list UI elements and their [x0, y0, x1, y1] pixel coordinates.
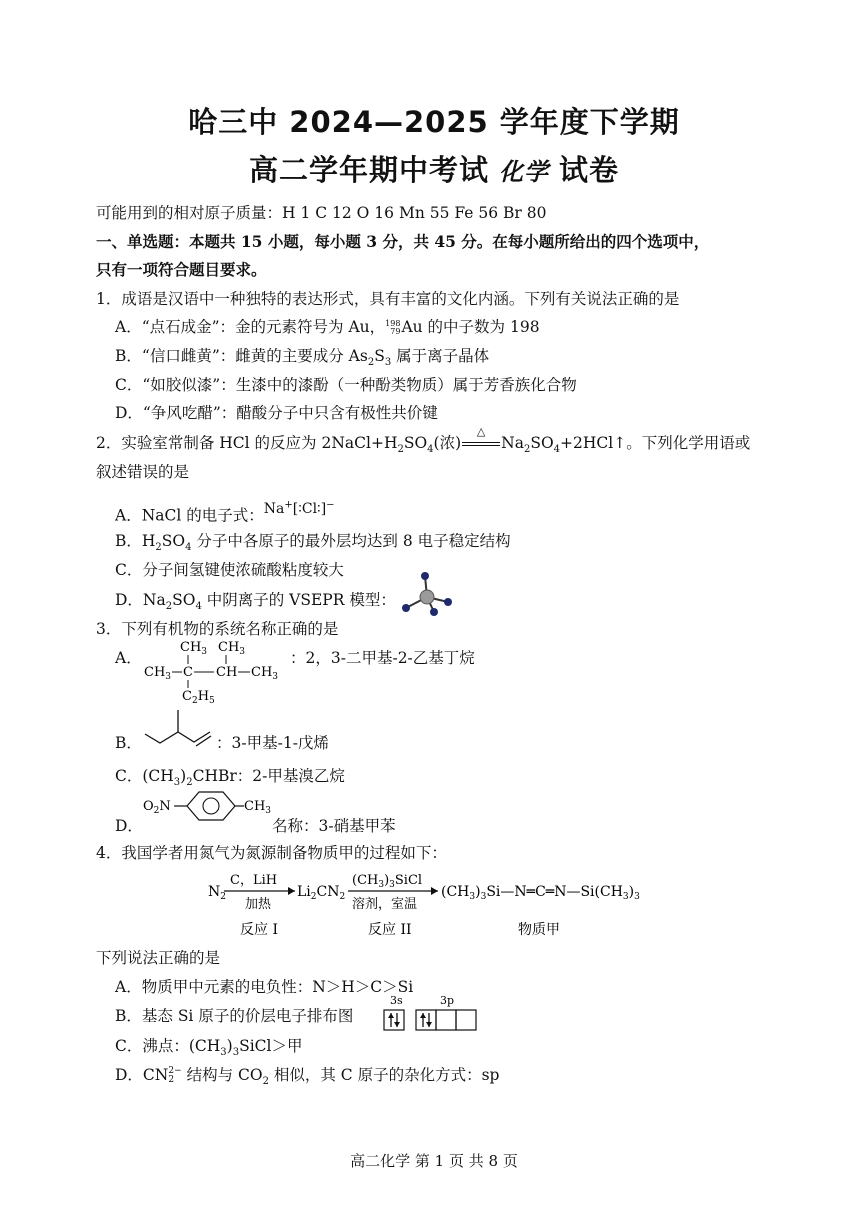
q3-option-d-name: 名称：3-硝基甲苯 [272, 817, 396, 835]
q1-stem: 1．成语是汉语中一种独特的表达形式，具有丰富的文化内涵。下列有关说法正确的是 [96, 290, 680, 308]
q3-a-sub-d: 3 [272, 672, 279, 682]
q4-option-c [115, 1036, 303, 1063]
q4-option-a: A．物质甲中元素的电负性：N＞H＞C＞Si [115, 978, 414, 996]
q4-c-text: C．沸点：(CH [115, 1037, 221, 1055]
title-part-b: 试卷 [559, 153, 620, 187]
q2-a-text: A．NaCl 的电子式： [115, 506, 264, 525]
q4-cn: CN [316, 884, 340, 900]
q2-option-b [115, 531, 511, 558]
q3-c-text-end: CHBr：2-甲基溴乙烷 [192, 767, 345, 785]
q4-arrow2-paren: ) [384, 873, 390, 888]
section1-instruction-line1: 一、单选题：本题共 15 小题，每小题 3 分，共 45 分。在每小题所给出的四个选项中， [96, 232, 710, 251]
q2-d-text: D．Na [115, 591, 166, 609]
title-part-a: 高二学年期中考试 [248, 153, 489, 187]
q3-a-ch: CH [216, 665, 238, 680]
svg-text:CH3 [218, 640, 245, 657]
q1-a-atomic-number: 79 [390, 327, 401, 336]
q2-heating-arrow [461, 425, 501, 453]
svg-text:(CH3)3Si—N═C═N—Si(CH3)3 [441, 884, 640, 902]
exam-title-line1: 哈三中 2024—2025 学年度下学期 [188, 105, 680, 139]
q4-cn-sub: 2 [339, 892, 346, 902]
q2-stem-b: SO [403, 434, 428, 452]
svg-text:CH3 [180, 640, 207, 657]
q4-arrow1-conditions: 加热 [245, 897, 272, 912]
q3-a-quaternary-carbon: C [183, 665, 193, 680]
q3-a-ethyl-h: H [197, 689, 210, 704]
q4-label-product: 物质甲 [518, 922, 560, 938]
q2-stem-c: (浓) [433, 434, 462, 452]
q1-b-mid: S [374, 347, 385, 365]
q3-d-nitrotoluene-structure [143, 790, 273, 834]
q4-n2: N [208, 884, 221, 900]
q4-product-paren: ) [475, 884, 481, 900]
q4-option-d [115, 1065, 499, 1092]
q4-n2-sub: 2 [220, 892, 226, 902]
q1-a-text: A．“点石成金”：金的元素符号为 Au， [115, 318, 386, 336]
orbital-label-3s: 3s [390, 994, 403, 1007]
q4-c-paren: ) [226, 1037, 233, 1055]
q3-option-b-name: ：3-甲基-1-戊烯 [216, 734, 329, 752]
q3-option-d-label: D． [115, 817, 143, 835]
svg-text:CH3 [144, 665, 171, 682]
q2-a-electron-formula [264, 501, 335, 517]
q2-stem-a: 2．实验室常制备 HCl 的反应为 2NaCl+H [96, 434, 398, 452]
q2-stem-e: SO [530, 434, 554, 452]
page-footer: 高二化学 第 1 页 共 8 页 [350, 1152, 518, 1170]
q2-option-a [115, 499, 335, 527]
q1-option-b [115, 346, 489, 373]
svg-text:Li2CN2 [297, 884, 345, 902]
q2-b-text-end: 分子中各原子的最外层均达到 8 电子稳定结构 [191, 532, 511, 550]
q2-stem-sub1: 2 [397, 444, 404, 456]
q3-option-b-label: B． [115, 734, 142, 752]
q4-arrow2-sub1: 3 [378, 880, 385, 890]
q2-option-c: C．分子间氢键使浓硫酸粘度较大 [115, 561, 344, 579]
q3-a-sub-a: 3 [201, 647, 208, 657]
q4-d-sub: 2 [168, 1075, 175, 1085]
svg-text:CH3 [251, 665, 278, 682]
q3-a-ch3-top2: CH [218, 640, 240, 655]
q3-a-sub-f: 5 [209, 696, 215, 704]
q2-d-mid: SO [172, 591, 196, 609]
svg-text:CH3 [244, 799, 271, 816]
q3-a-ch3-left: CH [144, 665, 166, 680]
q2-stem-sub3: 2 [523, 444, 531, 456]
q2-delta-sign: △ [476, 425, 486, 438]
q3-d-ch3: CH [244, 799, 266, 814]
q4-product-sub1: 3 [469, 892, 476, 902]
q2-stem-d: Na [501, 434, 524, 452]
q4-lead: 下列说法正确的是 [96, 949, 221, 967]
q4-option-b: B．基态 Si 原子的价层电子排布图 [115, 1007, 354, 1025]
q4-c-sub2: 3 [232, 1047, 240, 1059]
q2-stem-f: +2HCl↑。下列化学用语或 [560, 434, 751, 452]
q4-d-text: D．CN [115, 1066, 169, 1084]
q4-product-sub3: 3 [622, 892, 629, 902]
q3-a-sub-e: 2 [191, 696, 198, 704]
q2-a-cl: [∶Cl∶] [292, 500, 327, 517]
q3-d-o-sub: 2 [153, 806, 160, 816]
q4-c-text-end: SiCl＞甲 [239, 1037, 303, 1055]
q3-a-ethyl-c: C [182, 689, 192, 704]
q2-b-mid: SO [161, 532, 186, 550]
si-orbital-diagram [380, 994, 485, 1038]
q2-stem-line1 [96, 425, 751, 460]
vsepr-tetrahedral-model [398, 570, 456, 618]
q3-b-skeletal-structure [140, 704, 215, 748]
q4-product-chain: Si—N═C═N—Si(CH [486, 884, 623, 900]
q4-arrow1-reagents: C，LiH [230, 873, 278, 888]
q4-label-reaction2: 反应 II [368, 922, 412, 938]
q3-stem: 3．下列有机物的系统名称正确的是 [96, 620, 339, 638]
q1-a-text-end: Au 的中子数为 198 [401, 318, 540, 336]
title-subject: 化学 [499, 157, 549, 186]
svg-text:N2 [208, 884, 226, 902]
q4-product-a: (CH [441, 884, 470, 900]
q1-option-c: C．“如胶似漆”：生漆中的漆酚（一种酚类物质）属于芳香族化合物 [115, 376, 577, 394]
q2-d-sub1: 2 [165, 601, 173, 613]
q4-d-text-end: 相似，其 C 原子的杂化方式：sp [268, 1066, 500, 1084]
atomic-masses: 可能用到的相对原子质量：H 1 C 12 O 16 Mn 55 Fe 56 Br 80 [96, 204, 547, 222]
q4-arrow2-reagent-b: SiCl [394, 873, 423, 888]
q4-stem: 4．我国学者用氮气为氮源制备物质甲的过程如下： [96, 844, 447, 862]
q3-d-n: N [159, 799, 171, 814]
q4-product-end-paren: ) [628, 884, 635, 900]
q4-product-sub4: 3 [634, 892, 640, 902]
q1-b-text-end: 属于离子晶体 [391, 347, 490, 365]
svg-text:O2N [143, 799, 171, 816]
q4-label-reaction1: 反应 I [240, 922, 278, 938]
q3-a-ch3-right: CH [251, 665, 273, 680]
q2-stem-sub4: 4 [553, 444, 561, 456]
q4-d-sub2: 2 [262, 1076, 269, 1088]
q3-c-sub1: 3 [173, 777, 181, 789]
q3-d-ch3-sub: 3 [265, 806, 272, 816]
q3-a-sub-b: 3 [239, 647, 246, 657]
q3-a-structure [140, 636, 290, 704]
q2-equals-sign [462, 442, 500, 446]
q2-option-d [115, 590, 396, 617]
q2-d-sub2: 4 [195, 601, 202, 613]
svg-text:(CH3)3SiCl [352, 873, 422, 890]
q4-d-mid: 结构与 CO [181, 1066, 263, 1084]
q3-d-o: O [143, 799, 154, 814]
q3-c-sub2: 2 [186, 777, 193, 789]
q1-option-a [115, 317, 540, 337]
q2-b-sub2: 4 [185, 542, 192, 554]
q2-d-text-end: 中阴离子的 VSEPR 模型： [201, 591, 396, 609]
svg-text:C2H5 [182, 689, 215, 704]
q3-c-text: C．(CH [115, 767, 174, 785]
q4-reaction-scheme [200, 866, 680, 942]
q3-c-paren: ) [180, 767, 187, 785]
q2-stem-line2: 叙述错误的是 [96, 463, 190, 481]
q1-b-text: B．“信口雌黄”：雌黄的主要成分 As [115, 347, 368, 365]
q4-arrow2-sub2: 3 [389, 880, 395, 890]
q3-a-ch3-top1: CH [180, 640, 202, 655]
q3-a-sub-c: 3 [165, 672, 172, 682]
q2-a-plus: + [284, 499, 293, 510]
q2-b-sub1: 2 [155, 542, 162, 554]
q4-product-sub2: 3 [480, 892, 487, 902]
q1-a-nuclide [385, 320, 400, 336]
q1-b-sub2: 3 [384, 357, 392, 369]
q2-a-minus: − [326, 499, 335, 510]
q4-arrow2-conditions: 溶剂，室温 [352, 897, 418, 912]
q2-stem-sub2: 4 [427, 444, 434, 456]
q4-c-sub1: 3 [220, 1047, 227, 1059]
q1-option-d: D．“争风吃醋”：醋酸分子中只含有极性共价键 [115, 404, 438, 422]
q3-option-a-label: A． [115, 649, 142, 667]
q4-arrow2-reagent-a: (CH [352, 873, 379, 888]
q2-b-text: B．H [115, 532, 156, 550]
exam-title-line2 [0, 148, 868, 189]
q4-d-charge-stack [168, 1067, 181, 1085]
q4-li: Li [297, 884, 311, 900]
q1-b-sub1: 2 [367, 357, 375, 369]
q1-a-mass-number: 198 [385, 319, 401, 328]
q3-option-a-name: ：2，3-二甲基-2-乙基丁烷 [290, 649, 475, 667]
q4-li-sub: 2 [310, 892, 317, 902]
orbital-label-3p: 3p [440, 994, 455, 1007]
q4-d-charge: 2− [168, 1066, 182, 1076]
section1-instruction-line2: 只有一项符合题目要求。 [96, 260, 267, 279]
q2-a-na: Na [263, 500, 285, 517]
